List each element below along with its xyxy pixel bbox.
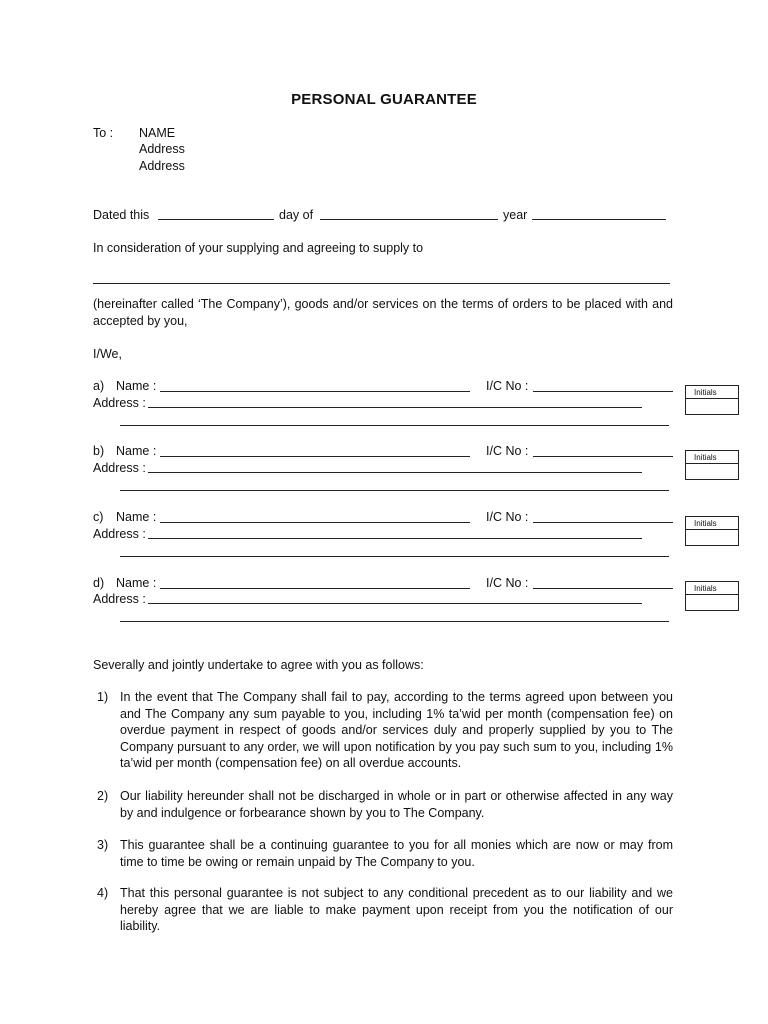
ic-label: I/C No :: [486, 510, 529, 524]
address-label: Address :: [93, 592, 146, 606]
name-blank[interactable]: [160, 391, 470, 392]
name-label: Name :: [116, 444, 157, 458]
ic-label: I/C No :: [486, 576, 529, 590]
ic-label: I/C No :: [486, 379, 529, 393]
year-blank[interactable]: [532, 219, 666, 220]
address-blank-2[interactable]: [120, 490, 669, 491]
consideration-text: In consideration of your supplying and agreeing to supply to: [93, 241, 424, 255]
recipient-address-1: Address: [139, 142, 185, 156]
hereinafter-text: (hereinafter called ‘The Company’), goods and/or services on the terms of orders to be placed with and accepted by you,: [93, 297, 673, 328]
initials-box[interactable]: [685, 385, 739, 415]
address-blank-2[interactable]: [120, 621, 669, 622]
initials-label: Initials: [686, 582, 738, 595]
guarantor-letter: a): [93, 379, 105, 393]
clause-number: 1): [97, 690, 109, 704]
ic-blank[interactable]: [533, 522, 673, 523]
address-blank-1[interactable]: [148, 472, 642, 473]
name-label: Name :: [116, 576, 157, 590]
address-label: Address :: [93, 527, 146, 541]
clause-number: 3): [97, 838, 109, 852]
initials-label: Initials: [686, 451, 738, 464]
clause-number: 4): [97, 886, 109, 900]
initials-box[interactable]: [685, 581, 739, 611]
month-blank[interactable]: [320, 219, 498, 220]
address-label: Address :: [93, 461, 146, 475]
ic-label: I/C No :: [486, 444, 529, 458]
guarantor-letter: b): [93, 444, 105, 458]
to-label: To :: [93, 126, 114, 140]
initials-box[interactable]: [685, 450, 739, 480]
company-name-blank[interactable]: [93, 283, 670, 284]
clause-text: In the event that The Company shall fail to pay, according to the terms agreed upon between you and The Company any sum payable to you, including 1% ta’wid per month (compensation fee) on overdue payment in respect of goods and/or services duly and properly supplied by you to The Company pursuant to any order, we will upon notification by you pay such sum to you, including 1% ta’wid per month (compensation fee) on all overdue accounts.: [120, 690, 673, 770]
clause-text: Our liability hereunder shall not be discharged in whole or in part or otherwise affected in any way by and indulgence or forbearance shown by you to The Company.: [120, 789, 673, 820]
ic-blank[interactable]: [533, 588, 673, 589]
initials-label: Initials: [686, 386, 738, 399]
year-label: year: [503, 208, 528, 222]
name-label: Name :: [116, 510, 157, 524]
undertake-text: Severally and jointly undertake to agree with you as follows:: [93, 658, 424, 672]
name-blank[interactable]: [160, 588, 470, 589]
address-blank-1[interactable]: [148, 538, 642, 539]
initials-label: Initials: [686, 517, 738, 530]
name-label: Name :: [116, 379, 157, 393]
initials-box[interactable]: [685, 516, 739, 546]
page-title: PERSONAL GUARANTEE: [291, 91, 477, 108]
day-blank[interactable]: [158, 219, 274, 220]
address-blank-2[interactable]: [120, 556, 669, 557]
dated-label: Dated this: [93, 208, 150, 222]
ic-blank[interactable]: [533, 456, 673, 457]
name-blank[interactable]: [160, 522, 470, 523]
iwe-text: I/We,: [93, 347, 122, 361]
address-blank-2[interactable]: [120, 425, 669, 426]
guarantor-letter: c): [93, 510, 104, 524]
ic-blank[interactable]: [533, 391, 673, 392]
name-blank[interactable]: [160, 456, 470, 457]
clause-number: 2): [97, 789, 109, 803]
address-blank-1[interactable]: [148, 407, 642, 408]
recipient-address-2: Address: [139, 159, 185, 173]
clause-text: This guarantee shall be a continuing guarantee to you for all monies which are now or may from time to time be owing or remain unpaid by The Company to you.: [120, 838, 673, 869]
clause-text: That this personal guarantee is not subject to any conditional precedent as to our liability and we hereby agree that we are liable to make payment upon receipt from you the notification of our liability.: [120, 886, 673, 933]
recipient-name: NAME: [139, 126, 176, 140]
address-blank-1[interactable]: [148, 603, 642, 604]
day-of-label: day of: [279, 208, 314, 222]
guarantor-letter: d): [93, 576, 105, 590]
address-label: Address :: [93, 396, 146, 410]
